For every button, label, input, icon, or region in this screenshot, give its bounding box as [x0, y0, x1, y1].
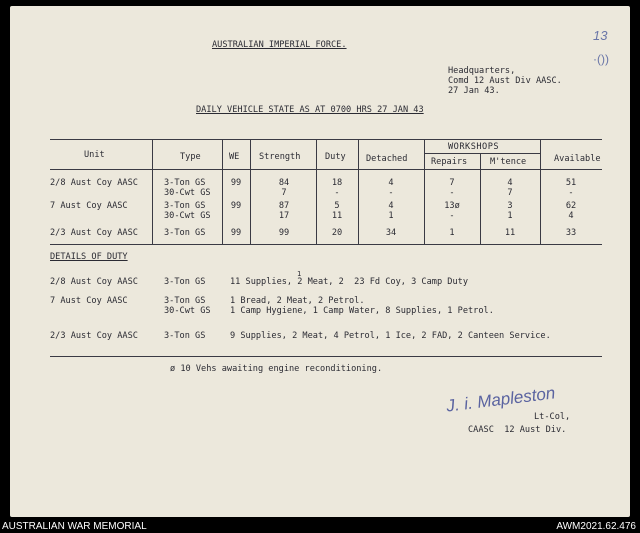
detail-unit: 2/8 Aust Coy AASC	[50, 277, 138, 287]
row-duty: 11	[331, 211, 343, 221]
row-duty: 20	[331, 228, 343, 238]
header-mtence: M'tence	[490, 157, 527, 167]
row-duty: -	[334, 188, 340, 198]
document-title: DAILY VEHICLE STATE AS AT 0700 HRS 27 JAN 43	[196, 105, 424, 115]
hq-line-1: Headquarters,	[448, 66, 516, 76]
table-top-rule	[50, 139, 602, 140]
row-available: 4	[568, 211, 574, 221]
col-rule	[540, 139, 541, 244]
row-unit: 2/8 Aust Coy AASC	[50, 178, 138, 188]
header-unit: Unit	[84, 150, 105, 160]
detail-unit: 2/3 Aust Coy AASC	[50, 331, 138, 341]
row-strength: 84	[278, 178, 290, 188]
detail-type: 3-Ton GS	[164, 331, 206, 341]
col-rule	[480, 153, 481, 244]
row-detached: 4	[388, 201, 394, 211]
detail-unit: 7 Aust Coy AASC	[50, 296, 128, 306]
row-mtence: 7	[507, 188, 513, 198]
detail-text: 1 Bread, 2 Meat, 2 Petrol.	[230, 296, 365, 306]
row-mtence: 3	[507, 201, 513, 211]
details-title: DETAILS OF DUTY	[50, 252, 128, 262]
page-number-mark: 13	[593, 28, 608, 43]
details-bottom-rule	[50, 356, 602, 357]
row-detached: 34	[385, 228, 397, 238]
row-mtence: 11	[504, 228, 516, 238]
rank: Lt-Col,	[534, 412, 571, 422]
row-strength: 87	[278, 201, 290, 211]
row-type: 3-Ton GS	[164, 228, 206, 238]
row-unit: 7 Aust Coy AASC	[50, 201, 128, 211]
row-we: 99	[230, 228, 242, 238]
row-repairs: 13ø	[444, 201, 460, 211]
workshops-rule	[424, 153, 540, 154]
header-available: Available	[554, 154, 601, 164]
row-detached: 1	[388, 211, 394, 221]
detail-type: 30-Cwt GS	[164, 306, 211, 316]
row-unit: 2/3 Aust Coy AASC	[50, 228, 138, 238]
header-repairs: Repairs	[431, 157, 468, 167]
header-workshops: WORKSHOPS	[448, 142, 500, 152]
row-detached: -	[388, 188, 394, 198]
row-repairs: 7	[449, 178, 455, 188]
header-we: WE	[229, 152, 240, 162]
hq-line-3: 27 Jan 43.	[448, 86, 500, 96]
row-we: 99	[230, 178, 242, 188]
detail-type: 3-Ton GS	[164, 277, 206, 287]
footnote: ø 10 Vehs awaiting engine reconditioning.	[170, 364, 383, 374]
detail-text: 1 Camp Hygiene, 1 Camp Water, 8 Supplies, 1 Petrol.	[230, 306, 494, 316]
detail-text: 11 Supplies, 2 Meat, 2 23 Fd Coy, 3 Camp Duty	[230, 277, 468, 287]
signoff: CAASC 12 Aust Div.	[468, 425, 567, 435]
row-we: 99	[230, 201, 242, 211]
signature: J. i. Mapleston	[445, 383, 557, 416]
row-available: -	[568, 188, 574, 198]
row-repairs: -	[449, 211, 455, 221]
row-repairs: 1	[449, 228, 455, 238]
row-available: 62	[565, 201, 577, 211]
header-type: Type	[180, 152, 201, 162]
row-detached: 4	[388, 178, 394, 188]
row-available: 51	[565, 178, 577, 188]
col-rule	[358, 139, 359, 244]
pencil-mark: ·())	[593, 52, 609, 66]
header-duty: Duty	[325, 152, 346, 162]
row-duty: 5	[334, 201, 340, 211]
header-strength: Strength	[259, 152, 301, 162]
row-mtence: 1	[507, 211, 513, 221]
detail-type: 3-Ton GS	[164, 296, 206, 306]
footer-left: AUSTRALIAN WAR MEMORIAL	[2, 521, 147, 532]
row-type: 3-Ton GS	[164, 178, 206, 188]
row-type: 30-Cwt GS	[164, 211, 211, 221]
row-type: 30-Cwt GS	[164, 188, 211, 198]
row-strength: 7	[281, 188, 287, 198]
row-repairs: -	[449, 188, 455, 198]
header-detached: Detached	[366, 154, 408, 164]
header-bottom-rule	[50, 169, 602, 170]
detail-mark: 1	[297, 270, 302, 278]
row-strength: 17	[278, 211, 290, 221]
hq-line-2: Comd 12 Aust Div AASC.	[448, 76, 562, 86]
row-type: 3-Ton GS	[164, 201, 206, 211]
row-strength: 99	[278, 228, 290, 238]
col-rule	[424, 139, 425, 244]
col-rule	[152, 139, 153, 244]
row-mtence: 4	[507, 178, 513, 188]
detail-text: 9 Supplies, 2 Meat, 4 Petrol, 1 Ice, 2 FAD, 2 Canteen Service.	[230, 331, 551, 341]
footer-right: AWM2021.62.476	[556, 521, 636, 532]
row-available: 33	[565, 228, 577, 238]
table-bottom-rule	[50, 244, 602, 245]
organisation-heading: AUSTRALIAN IMPERIAL FORCE.	[212, 40, 347, 50]
row-duty: 18	[331, 178, 343, 188]
